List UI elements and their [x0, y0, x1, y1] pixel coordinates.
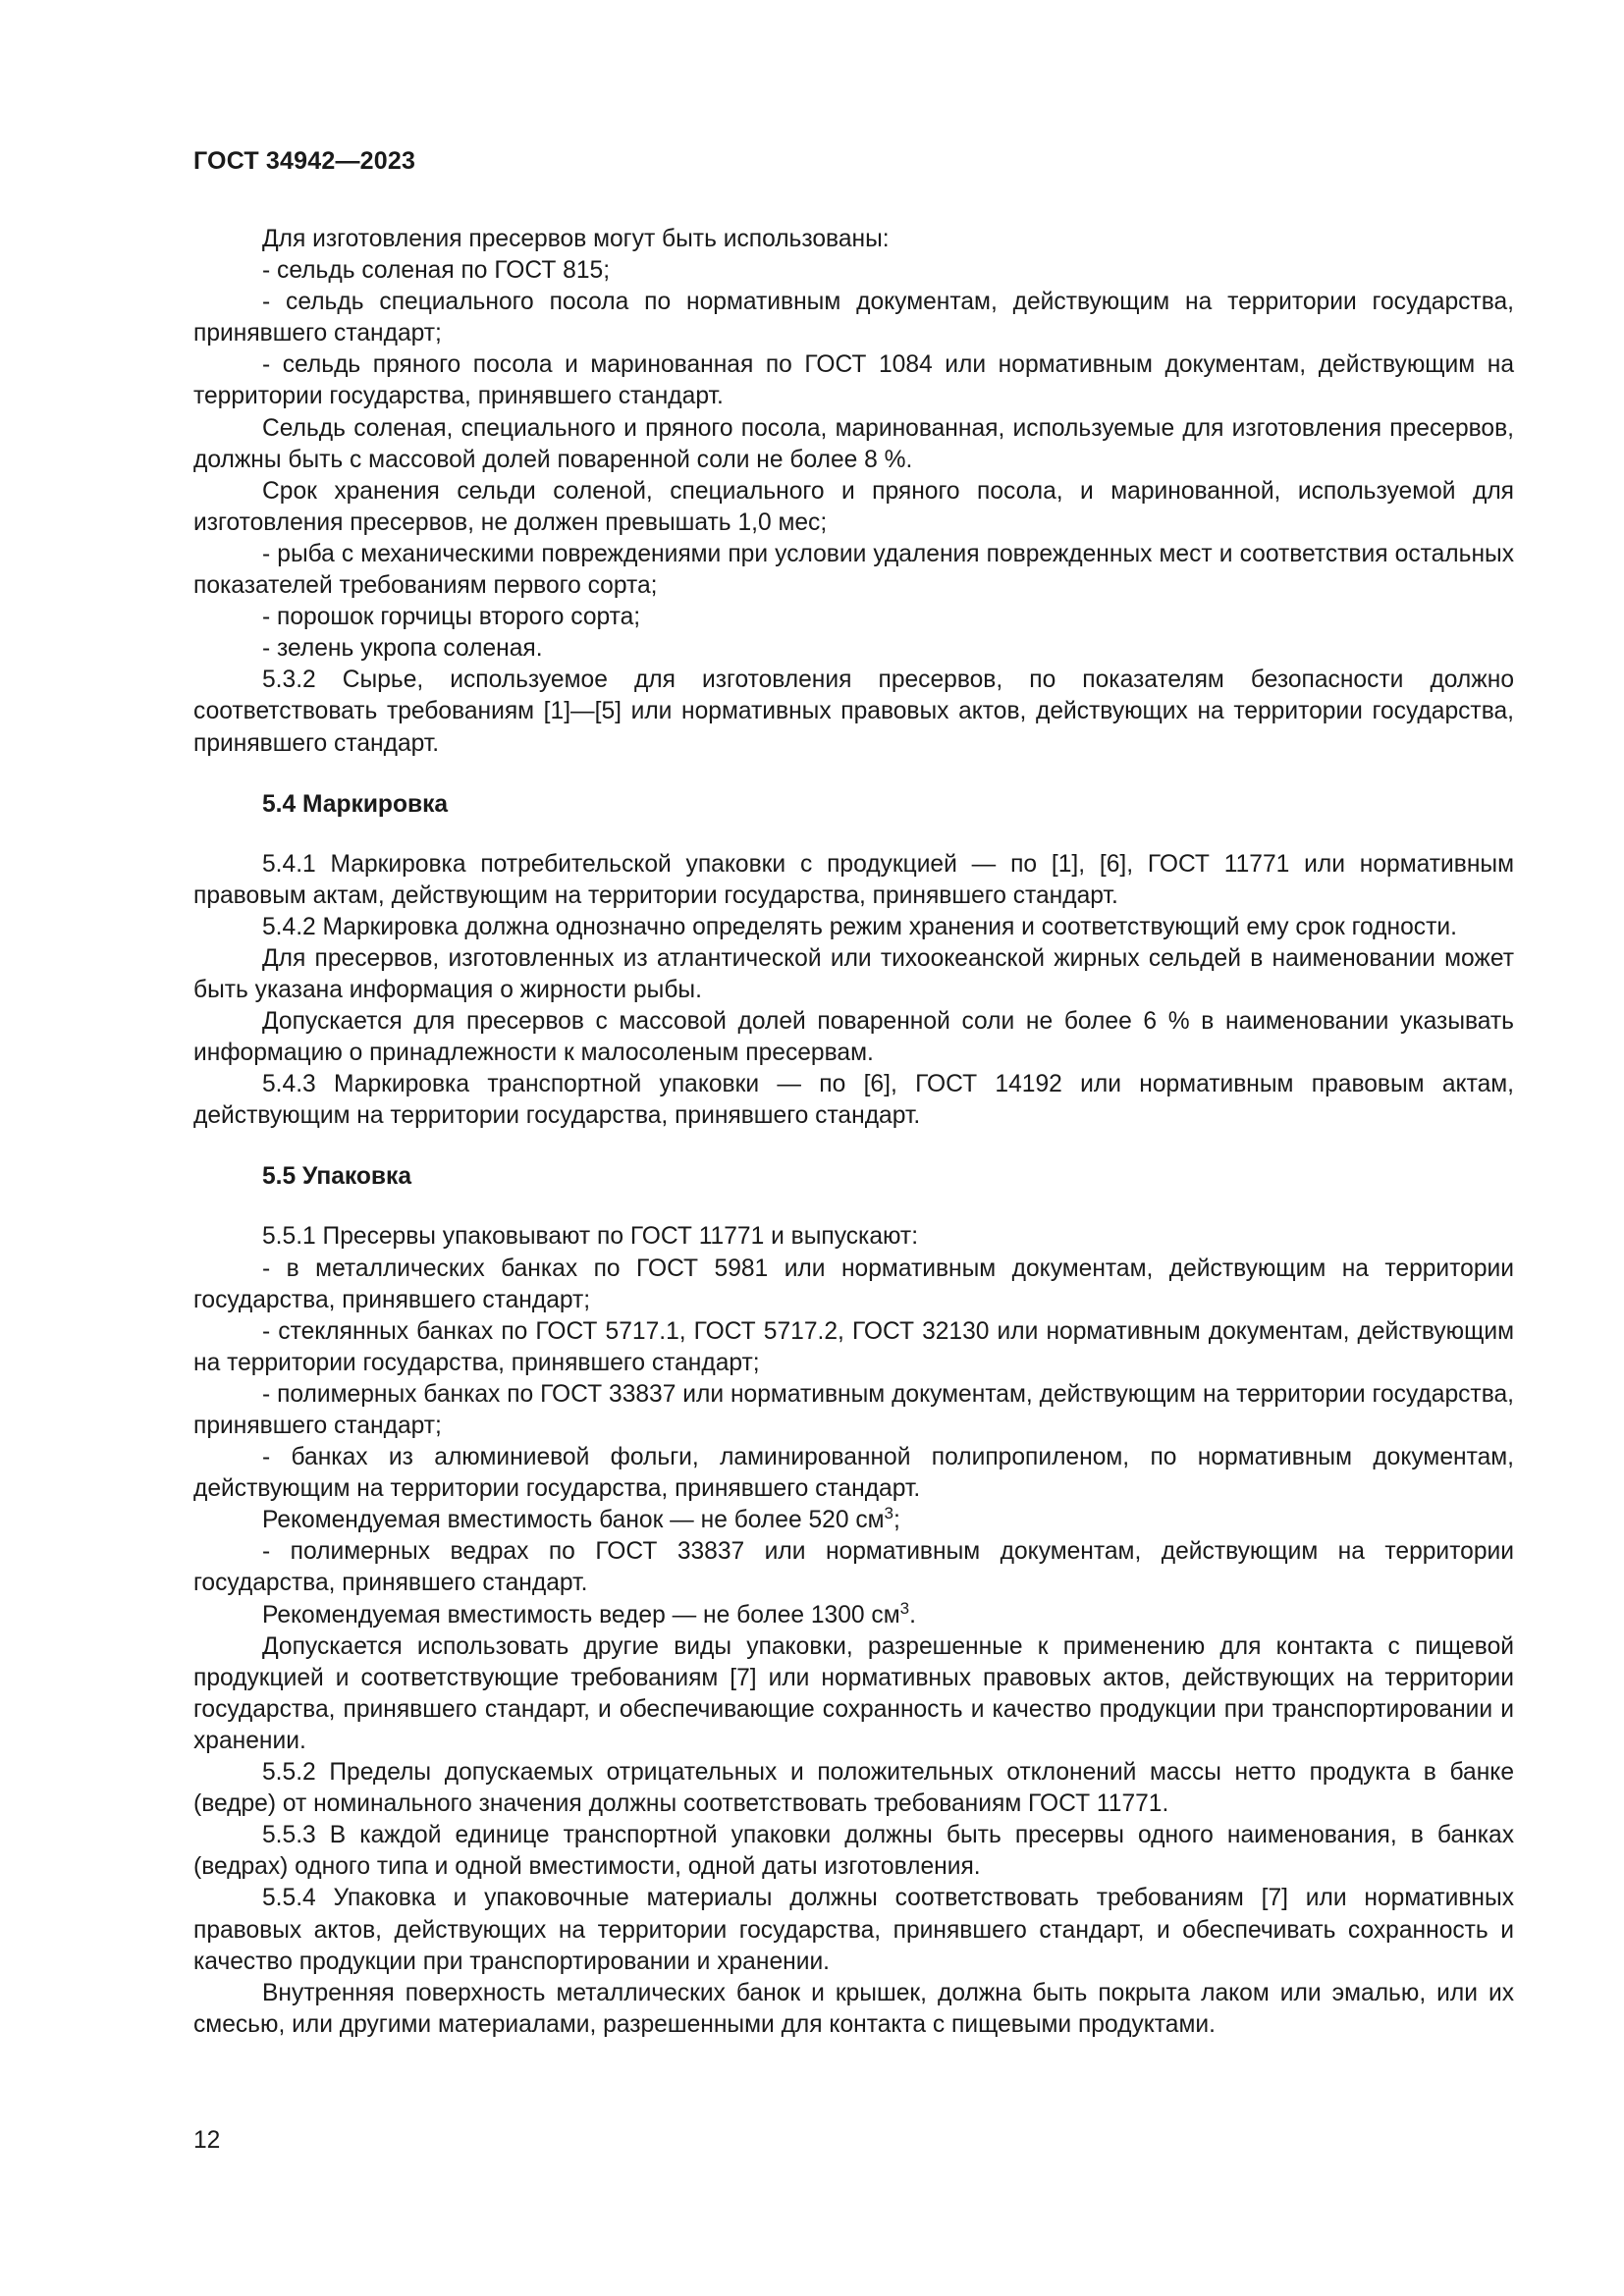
- superscript: 3: [899, 1598, 910, 1618]
- paragraph-5-4-1: 5.4.1 Маркировка потребительской упаковки с продукцией — по [1], [6], ГОСТ 11771 или нормативным правовым актам, действующим на территории государства, принявшего стандарт.: [193, 850, 1514, 909]
- paragraph-5-5-4: 5.5.4 Упаковка и упаковочные материалы должны соответствовать требованиям [7] или нормативных правовых актов, действующих на территории государства, принявшего стандарт, и обеспечивать сохранность и качество продукции при транспортировании и хранении.: [193, 1885, 1514, 1975]
- paragraph-capacity-buckets: [193, 1600, 1514, 1631]
- list-item: - полимерных банках по ГОСТ 33837 или нормативным документам, действующим на территории государства, принявшего стандарт;: [193, 1380, 1514, 1439]
- paragraph: Срок хранения сельди соленой, специального и пряного посола, и маринованной, используемой для изготовления пресервов, не должен превышать 1,0 мес;: [193, 477, 1514, 536]
- paragraph-capacity-jars: [193, 1505, 1514, 1536]
- paragraph-5-5-1: 5.5.1 Пресервы упаковывают по ГОСТ 11771 и выпускают:: [262, 1223, 919, 1251]
- list-item: - порошок горчицы второго сорта;: [262, 604, 641, 631]
- paragraph: Сельдь соленая, специального и пряного посола, маринованная, используемые для изготовления пресервов, должны быть с массовой долей поваренной соли не более 8 %.: [193, 414, 1514, 473]
- capacity-text: Рекомендуемая вместимость банок — не более 520 см: [262, 1507, 885, 1534]
- list-item: - сельдь специального посола по нормативным документам, действующим на территории государства, принявшего стандарт;: [193, 289, 1514, 347]
- list-item: - рыба с механическими повреждениями при условии удаления поврежденных мест и соответствия остальных показателей требованиям первого сорта;: [193, 540, 1514, 600]
- paragraph-5-5-2: 5.5.2 Пределы допускаемых отрицательных и положительных отклонений массы нетто продукта в банке (ведре) от номинального значения должны соответствовать требованиям ГОСТ 11771.: [193, 1759, 1514, 1818]
- paragraph-5-4-3: 5.4.3 Маркировка транспортной упаковки — по [6], ГОСТ 14192 или нормативным правовым актам, действующим на территории государства, принявшего стандарт.: [193, 1071, 1514, 1130]
- paragraph-5-5-3: 5.5.3 В каждой единице транспортной упаковки должны быть пресервы одного наименования, в банках (ведрах) одного типа и одной вместимости, одной даты изготовления.: [193, 1822, 1514, 1881]
- punctuation: .: [909, 1601, 916, 1629]
- list-item: - сельдь пряного посола и маринованная по ГОСТ 1084 или нормативным документам, действующим на территории государства, принявшего стандарт.: [193, 351, 1514, 410]
- document-body: [193, 224, 1514, 2041]
- list-item: - зелень укропа соленая.: [262, 635, 543, 663]
- punctuation: ;: [893, 1507, 900, 1534]
- list-item: - в металлических банках по ГОСТ 5981 или нормативным документам, действующим на территории государства, принявшего стандарт;: [193, 1255, 1514, 1313]
- paragraph-5-4-2: 5.4.2 Маркировка должна однозначно определять режим хранения и соответствующий ему срок годности.: [262, 913, 1457, 940]
- list-item: - полимерных ведрах по ГОСТ 33837 или нормативным документам, действующим на территории государства, принявшего стандарт.: [193, 1538, 1514, 1597]
- list-item: - банках из алюминиевой фольги, ламинированной полипропиленом, по нормативным документам, действующим на территории государства, принявшего стандарт.: [193, 1444, 1514, 1503]
- paragraph: Допускается для пресервов с массовой долей поваренной соли не более 6 % в наименовании указывать информацию о принадлежности к малосоленым пресервам.: [193, 1008, 1514, 1067]
- paragraph: Для пресервов, изготовленных из атлантической или тихоокеанской жирных сельдей в наименовании может быть указана информация о жирности рыбы.: [193, 944, 1514, 1003]
- section-title-5-4: 5.4 Маркировка: [262, 790, 449, 818]
- capacity-text: Рекомендуемая вместимость ведер — не более 1300 см: [262, 1601, 900, 1629]
- superscript: 3: [884, 1504, 894, 1523]
- list-item: - сельдь соленая по ГОСТ 815;: [262, 257, 611, 285]
- paragraph: Внутренняя поверхность металлических банок и крышек, должна быть покрыта лаком или эмалью, или их смесью, или другими материалами, разрешенными для контакта с пищевыми продуктами.: [193, 1979, 1514, 2038]
- paragraph-5-3-2: 5.3.2 Сырье, используемое для изготовления пресервов, по показателям безопасности должно соответствовать требованиям [1]—[5] или нормативных правовых актов, действующих на территории государства, принявшего стандарт.: [193, 667, 1514, 757]
- document-header: ГОСТ 34942—2023: [193, 147, 416, 175]
- page-number: 12: [193, 2127, 221, 2154]
- section-title-5-5: 5.5 Упаковка: [262, 1163, 412, 1191]
- list-item: - стеклянных банках по ГОСТ 5717.1, ГОСТ 5717.2, ГОСТ 32130 или нормативным документам, действующим на территории государства, принявшего стандарт;: [193, 1317, 1514, 1376]
- paragraph: Допускается использовать другие виды упаковки, разрешенные к применению для контакта с пищевой продукцией и соответствующие требованиям [7] или нормативных правовых актов, действующих на территории государства, принявшего стандарт, и обеспечивающие сохранность и качество продукции при транспортировании и хранении.: [193, 1632, 1514, 1754]
- paragraph: Для изготовления пресервов могут быть использованы:: [262, 226, 890, 252]
